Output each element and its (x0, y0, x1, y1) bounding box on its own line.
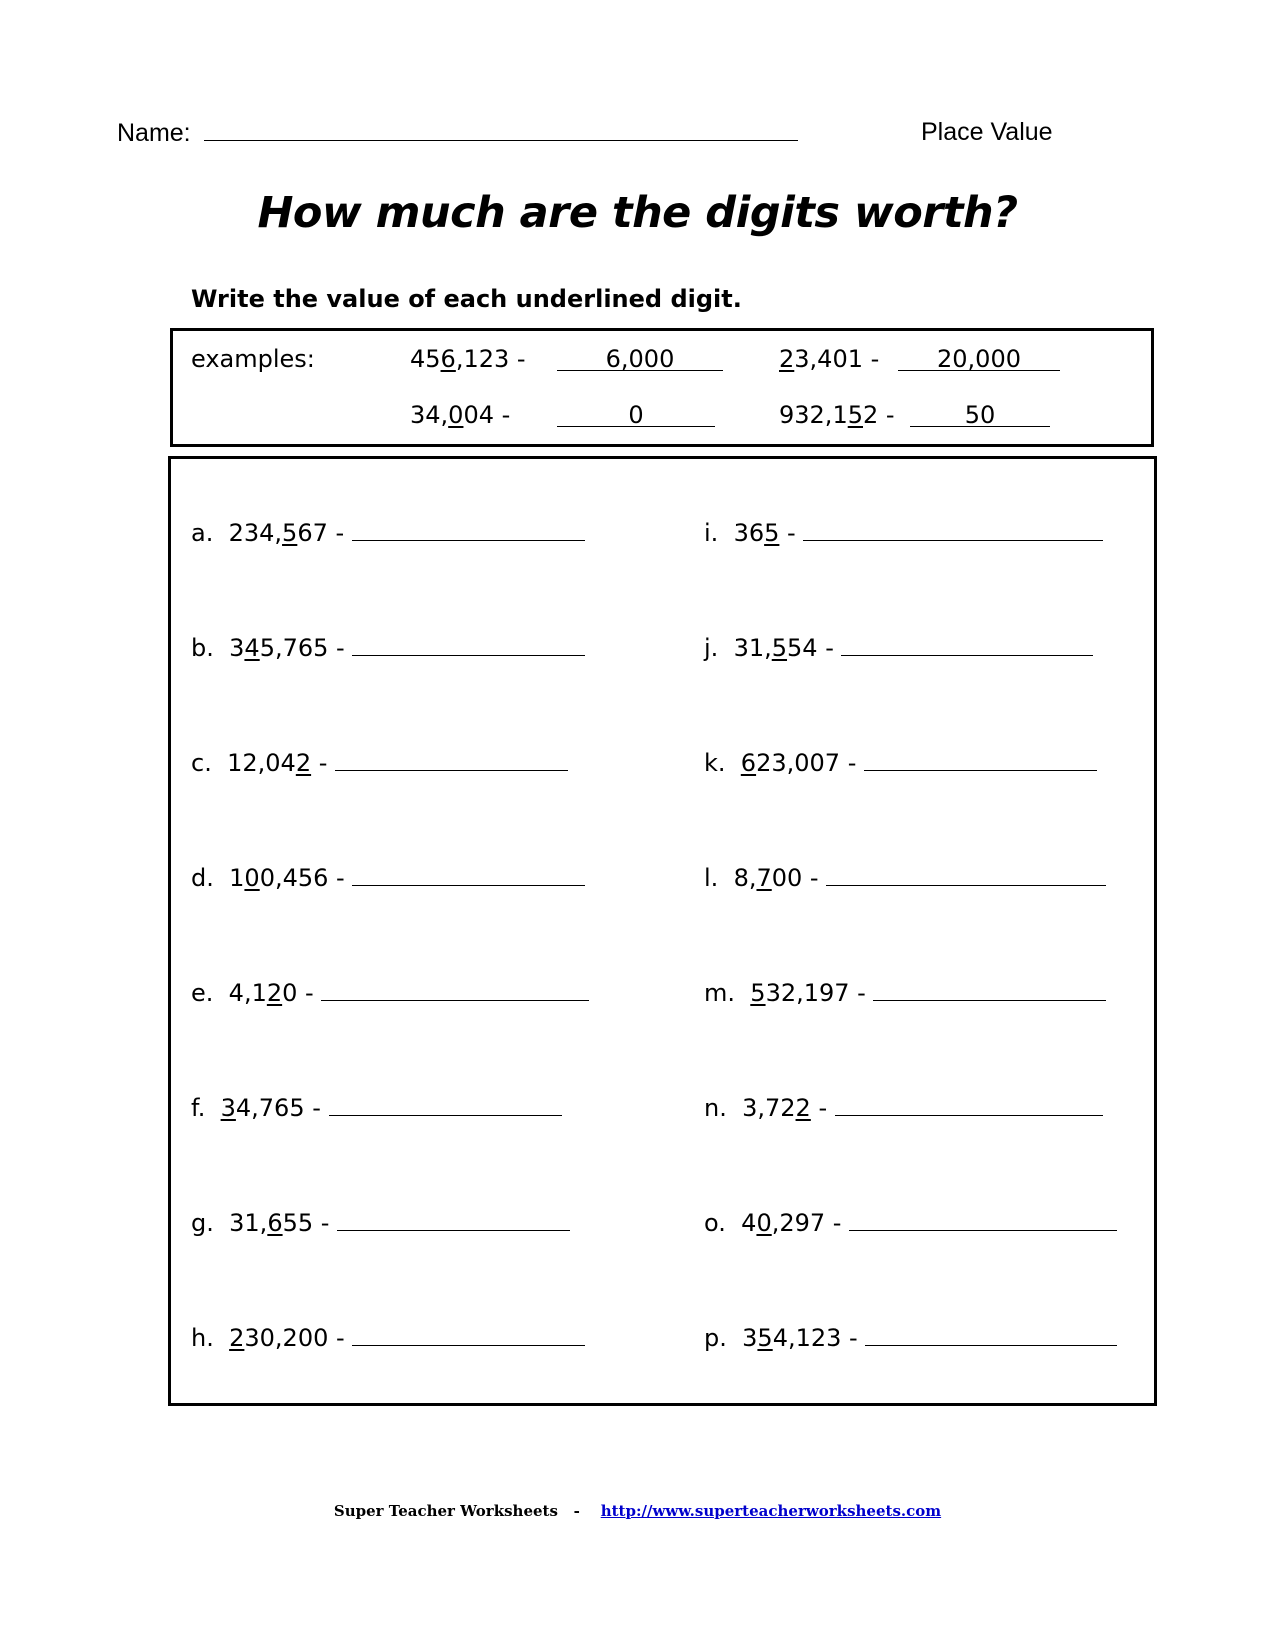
question-item: j. 31,554 - (704, 631, 1093, 663)
answer-blank[interactable] (321, 976, 589, 1001)
question-item: p. 354,123 - (704, 1321, 1117, 1353)
name-label: Name: (117, 119, 191, 147)
question-item: c. 12,042 - (191, 746, 568, 778)
answer-blank[interactable] (826, 861, 1106, 886)
examples-label: examples: (191, 345, 315, 373)
name-row (117, 118, 798, 148)
questions-box (168, 456, 1157, 1406)
answer-blank[interactable] (803, 516, 1103, 541)
answer-blank[interactable] (352, 1321, 585, 1346)
footer-link[interactable]: http://www.superteacherworksheets.com (600, 1502, 942, 1520)
name-field[interactable] (204, 118, 798, 141)
question-item: i. 365 - (704, 516, 1103, 548)
footer-separator: - (573, 1502, 580, 1520)
footer (0, 1502, 1275, 1520)
example-item: 456,123 - (410, 345, 526, 373)
question-item: m. 532,197 - (704, 976, 1106, 1008)
question-item: a. 234,567 - (191, 516, 585, 548)
example-item: 932,152 - (779, 401, 895, 429)
question-item: f. 34,765 - (191, 1091, 562, 1123)
answer-blank[interactable] (352, 516, 585, 541)
question-item: n. 3,722 - (704, 1091, 1103, 1123)
answer-blank[interactable] (329, 1091, 562, 1116)
answer-blank[interactable] (352, 861, 585, 886)
example-answer: 20,000 (898, 344, 1060, 374)
question-item: b. 345,765 - (191, 631, 585, 663)
example-answer: 50 (910, 400, 1050, 430)
question-item: g. 31,655 - (191, 1206, 570, 1238)
question-item: k. 623,007 - (704, 746, 1097, 778)
answer-blank[interactable] (873, 976, 1106, 1001)
question-item: l. 8,700 - (704, 861, 1106, 893)
answer-blank[interactable] (352, 631, 585, 656)
topic-label: Place Value (921, 118, 1053, 146)
instruction: Write the value of each underlined digit. (191, 285, 742, 313)
example-item: 34,004 - (410, 401, 511, 429)
example-answer: 0 (557, 400, 715, 430)
page-title: How much are the digits worth? (257, 188, 1018, 238)
question-item: e. 4,120 - (191, 976, 589, 1008)
example-answer: 6,000 (557, 344, 723, 374)
question-item: o. 40,297 - (704, 1206, 1117, 1238)
answer-blank[interactable] (335, 746, 568, 771)
question-item: h. 230,200 - (191, 1321, 585, 1353)
answer-blank[interactable] (337, 1206, 570, 1231)
answer-blank[interactable] (865, 1321, 1117, 1346)
question-item: d. 100,456 - (191, 861, 585, 893)
answer-blank[interactable] (841, 631, 1093, 656)
footer-brand: Super Teacher Worksheets (333, 1502, 558, 1520)
answer-blank[interactable] (864, 746, 1097, 771)
answer-blank[interactable] (835, 1091, 1103, 1116)
answer-blank[interactable] (849, 1206, 1117, 1231)
example-item: 23,401 - (779, 345, 880, 373)
